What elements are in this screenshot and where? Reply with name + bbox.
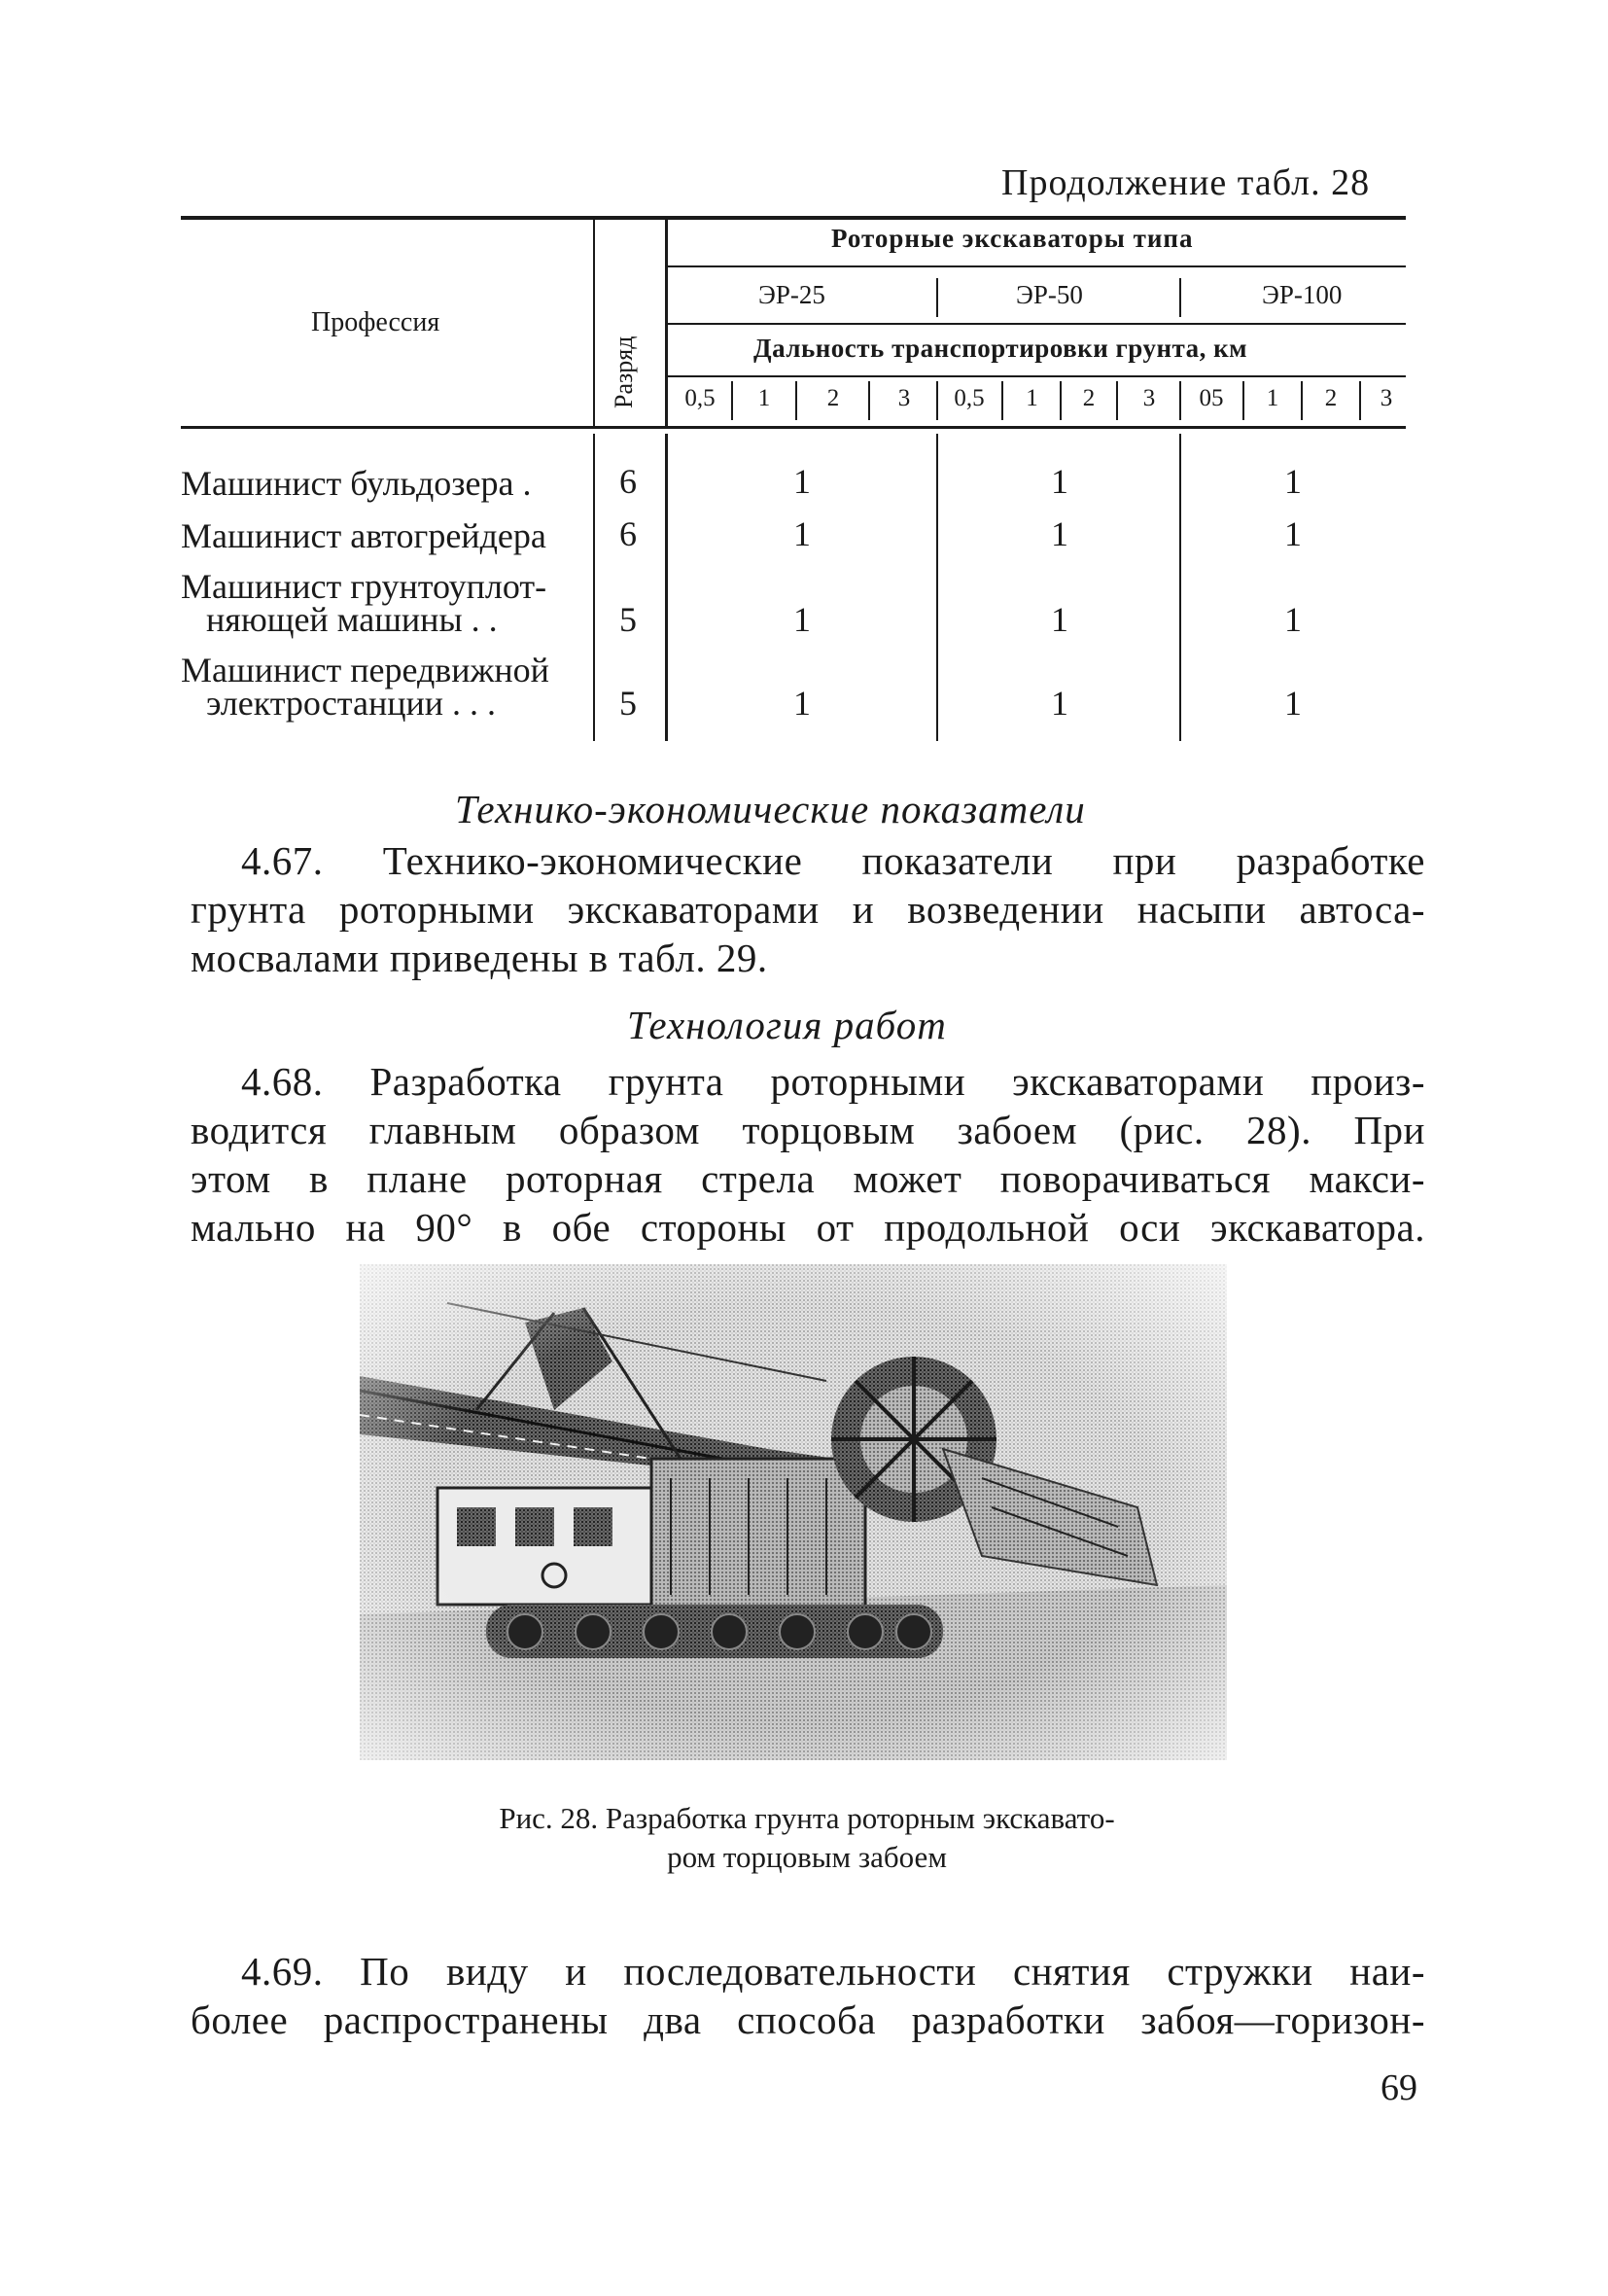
page-number: 69 [1381,2067,1417,2108]
table-vline [1179,381,1181,420]
value-cell: 1 [1284,684,1302,723]
header-type-er25: ЭР-25 [758,280,825,309]
value-cell: 1 [1284,462,1302,501]
header-type-er100: ЭР-100 [1262,280,1343,309]
rank-cell: 5 [619,684,637,723]
text-line: 4.67. Технико-экономические показатели при разработке [241,838,1425,883]
paragraph-4-68 [191,1057,1425,1252]
header-rank: Разряд [610,336,638,408]
header-profession: Профессия [311,307,440,337]
distance-cell: 1 [1026,385,1038,411]
figure-caption [369,1799,1244,1877]
header-type-er50: ЭР-50 [1016,280,1083,309]
value-cell: 1 [793,600,811,639]
table-vline [795,381,797,420]
table-row-label: Машинист грунтоуплот- [181,567,547,606]
table-row-label: Машинист бульдозера . [181,464,532,503]
table-continuation-caption: Продолжение табл. 28 [1001,162,1371,203]
section-heading-indicators: Технико-экономические показатели [455,787,1086,831]
table-vline [1242,381,1244,420]
value-cell: 1 [1051,600,1068,639]
table-vline [1359,381,1361,420]
table-row-label: электростанции . . . [206,684,497,723]
table-row-label: Машинист автогрейдера [181,516,546,555]
distance-cell: 3 [1380,385,1393,411]
rank-cell: 6 [619,514,637,553]
table-vline [1116,381,1118,420]
value-cell: 1 [1284,514,1302,553]
distance-cell: 1 [757,385,771,411]
excavator-photo [360,1264,1227,1760]
table-top-rule [181,216,1406,220]
table-vline [665,218,668,428]
rank-cell: 6 [619,462,637,501]
figure-caption-line: ром торцовым забоем [667,1840,947,1874]
text-line: этом в плане роторная стрела может поворачиваться макси- [191,1156,1425,1201]
header-group: Роторные экскаваторы типа [831,224,1194,253]
table-vline [1301,381,1303,420]
header-distance: Дальность транспортировки грунта, км [753,334,1248,363]
section-heading-technology: Технология работ [627,1003,947,1047]
distance-cell: 1 [1266,385,1279,411]
distance-cell: 0,5 [954,385,985,411]
table-vline [593,218,595,428]
table-row-label: Машинист передвижной [181,651,549,689]
rank-cell: 5 [619,600,637,639]
table-vline [593,434,595,741]
distance-cell: 2 [826,385,840,411]
distance-cell: 3 [1142,385,1156,411]
text-line: более распространены два способа разработки забоя—горизон- [191,1997,1425,2042]
table-vline [936,381,938,420]
table-vline [1179,278,1181,317]
value-cell: 1 [1051,514,1068,553]
text-line: водится главным образом торцовым забоем (рис. 28). При [191,1108,1425,1152]
table-vline [731,381,733,420]
paragraph-4-69 [191,1947,1425,2044]
value-cell: 1 [793,684,811,723]
value-cell: 1 [793,514,811,553]
table-row-label: няющей машины . . [206,600,498,639]
distance-cell: 05 [1199,385,1224,411]
figure-caption-line: Рис. 28. Разработка грунта роторным экскавато- [499,1801,1115,1835]
distance-cell: 0,5 [684,385,716,411]
text-line: мосвалами приведены в табл. 29. [191,936,768,980]
text-line: грунта роторными экскаваторами и возведении насыпи автоса- [191,887,1425,932]
distance-cell: 2 [1082,385,1096,411]
value-cell: 1 [1051,462,1068,501]
value-cell: 1 [1284,600,1302,639]
text-line: 4.69. По виду и последовательности снятия стружки наи- [241,1949,1425,1994]
table-vline [1060,381,1062,420]
table-vline [1179,434,1181,741]
distance-cell: 2 [1324,385,1338,411]
value-cell: 1 [1051,684,1068,723]
table-vline [665,434,668,741]
table-vline [868,381,870,420]
distance-cell: 3 [897,385,911,411]
value-cell: 1 [793,462,811,501]
table-distance-rule [667,375,1406,377]
table-vline [936,434,938,741]
table-header-bottom-rule [181,426,1406,429]
table-types-rule [667,323,1406,325]
paragraph-4-67 [191,836,1425,982]
text-line: 4.68. Разработка грунта роторными экскаваторами произ- [241,1059,1425,1104]
table-vline [1001,381,1003,420]
table-vline [936,278,938,317]
table-group-rule [667,265,1406,267]
text-line: мально на 90° в обе стороны от продольной оси экскаватора. [191,1205,1425,1250]
